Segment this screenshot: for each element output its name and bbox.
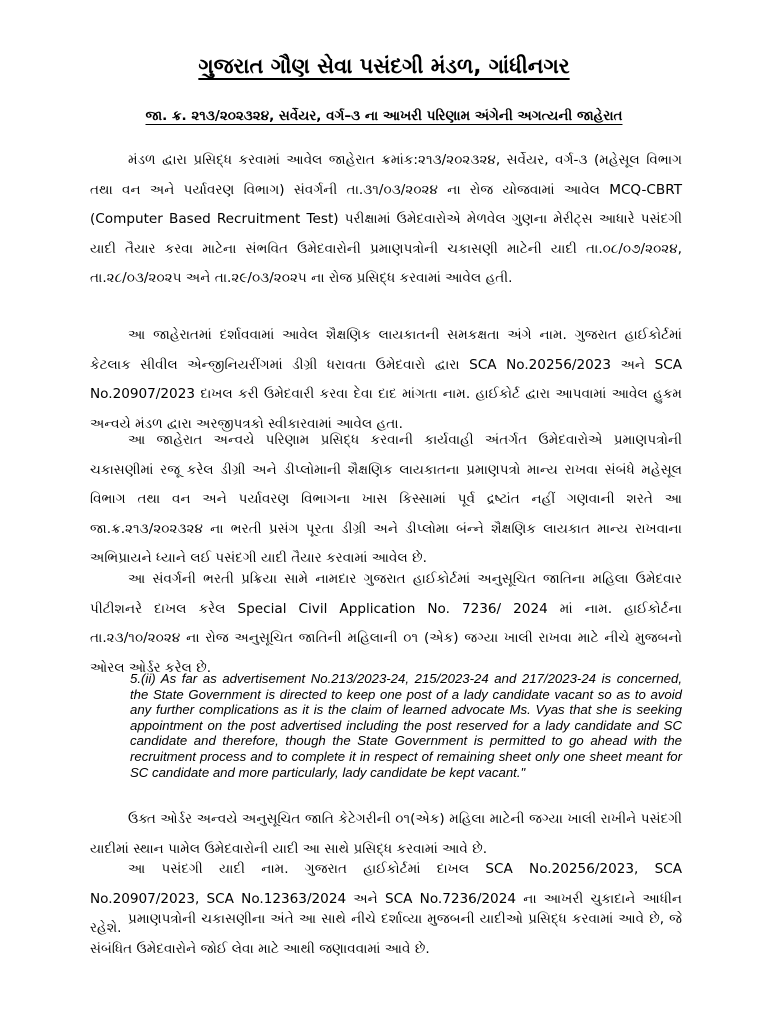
paragraph-2: આ જાહેરાતમાં દર્શાવવામાં આવેલ શૈક્ષણિક લાયકાતની સમકક્ષતા અંગે નામ. ગુજરાત હાઈકોર્ટમાં કેટલાક સીવીલ એન્જીનિયરીંગમાં ડીગ્રી ધરાવતા ઉમેદવારો દ્વારા SCA No.20256/2023 અને SCA No.20907/2023 દાખલ કરી ઉમેદવારી કરવા દેવા દાદ માંગતા નામ. હાઈકોર્ટ દ્વારા આપવામાં આવેલ હુકમ અન્વયે મંડળ દ્વારા અરજીપત્રકો સ્વીકારવામાં આવેલ હતા. bbox=[90, 327, 682, 432]
paragraph-4: આ સંવર્ગની ભરતી પ્રક્રિયા સામે નામદાર ગુજરાત હાઈકોર્ટમાં અનુસૂચિત જાતિના મહિલા ઉમેદવાર પીટીશનરે દાખલ કરેલ Special Civil Application No. 7236/ 2024 માં નામ. હાઈકોર્ટના તા.૨૩/૧૦/૨૦૨૪ ના રોજ અનુસૂચિત જાતિની મહિલાની ૦૧ (એક) જગ્યા ખાલી રાખવા માટે નીચે મુજબનો ઓરલ ઓર્ડર કરેલ છે. bbox=[90, 571, 682, 676]
subtitle-text: જા. ક્ર. ૨૧૩/૨૦૨૩૨૪, સર્વેયર, વર્ગ–૩ ના આખરી પરિણામ અંગેની અગત્યની જાહેરાત bbox=[145, 108, 623, 124]
court-order-quote: 5.(ii) As far as advertisement No.213/2023-24, 215/2023-24 and 217/2023-24 is concerned, the State Government is directed to keep one post of a lady candidate vacant so as to avoid any further complications as it is the claim of learned advocate Ms. Vyas that she is seeking appointment on the post advertised including the post reserved for a lady candidate and SC candidate and therefore, though the State Government is permitted to go ahead with the recruitment process and to complete it in respect of remaining sheet only one sheet meant for SC candidate and more particularly, lady candidate be kept vacant." bbox=[130, 671, 682, 780]
paragraph-6: આ પસંદગી યાદી નામ. ગુજરાત હાઈકોર્ટમાં દાખલ SCA No.20256/2023, SCA No.20907/2023, SCA No.12363/2024 અને SCA No.7236/2024 ના આખરી ચુકાદાને આધીન રહેશે. bbox=[90, 861, 682, 936]
document-subtitle bbox=[0, 108, 768, 124]
document-title bbox=[0, 54, 768, 79]
paragraph-1: મંડળ દ્વારા પ્રસિદ્ધ કરવામાં આવેલ જાહેરાત ક્રમાંક:૨૧૩/૨૦૨૩૨૪, સર્વેયર, વર્ગ-૩ (મહેસૂલ વિભાગ તથા વન અને પર્યાવરણ વિભાગ) સંવર્ગની તા.૩૧/૦૩/૨૦૨૪ ના રોજ યોજવામાં આવેલ MCQ-CBRT (Computer Based Recruitment Test) પરીક્ષામાં ઉમેદવારોએ મેળવેલ ગુણના મેરીટ્સ આધારે પસંદગી યાદી તૈયાર કરવા માટેના સંભવિત ઉમેદવારોની પ્રમાણપત્રોની ચકાસણી માટેની યાદી તા.૦૮/૦૭/૨૦૨૪, તા.૨૮/૦૩/૨૦૨૫ અને તા.૨૯/૦૩/૨૦૨૫ ના રોજ પ્રસિદ્ધ કરવામાં આવેલ હતી. bbox=[90, 152, 682, 286]
paragraph-7: પ્રમાણપત્રોની ચકાસણીના અંતે આ સાથે નીચે દર્શાવ્યા મુજબની યાદીઓ પ્રસિદ્ધ કરવામાં આવે છે, જે સંબંધિત ઉમેદવારોને જોઈ લેવા માટે આથી જણાવવામાં આવે છે. bbox=[90, 911, 682, 957]
paragraph-5: ઉક્ત ઓર્ડર અન્વયે અનુસૂચિત જાતિ કેટેગરીની ૦૧(એક) મહિલા માટેની જગ્યા ખાલી રાખીને પસંદગી યાદીમાં સ્થાન પામેલ ઉમેદવારોની યાદી આ સાથે પ્રસિદ્ધ કરવામાં આવે છે. bbox=[90, 811, 682, 857]
title-text: ગુજરાત ગૌણ સેવા પસંદગી મંડળ, ગાંધીનગર bbox=[198, 54, 570, 78]
paragraph-3: આ જાહેરાત અન્વયે પરિણામ પ્રસિદ્ધ કરવાની કાર્યવાહી અંતર્ગત ઉમેદવારોએ પ્રમાણપત્રોની ચકાસણીમાં રજૂ કરેલ ડીગ્રી અને ડીપ્લોમાની શૈક્ષણિક લાયકાતના પ્રમાણપત્રો માન્ય રાખવા સંબંધે મહેસૂલ વિભાગ તથા વન અને પર્યાવરણ વિભાગના ખાસ કિસ્સામાં પૂર્વ દ્રષ્ટાંત નહીં ગણવાની શરતે આ જા.ક્ર.૨૧૩/૨૦૨૩૨૪ ના ભરતી પ્રસંગ પૂરતા ડીગ્રી અને ડીપ્લોમા બંન્ને શૈક્ષણિક લાયકાત માન્ય રાખવાના અભિપ્રાયને ધ્યાને લઈ પસંદગી યાદી તૈયાર કરવામાં આવેલ છે. bbox=[90, 432, 682, 566]
